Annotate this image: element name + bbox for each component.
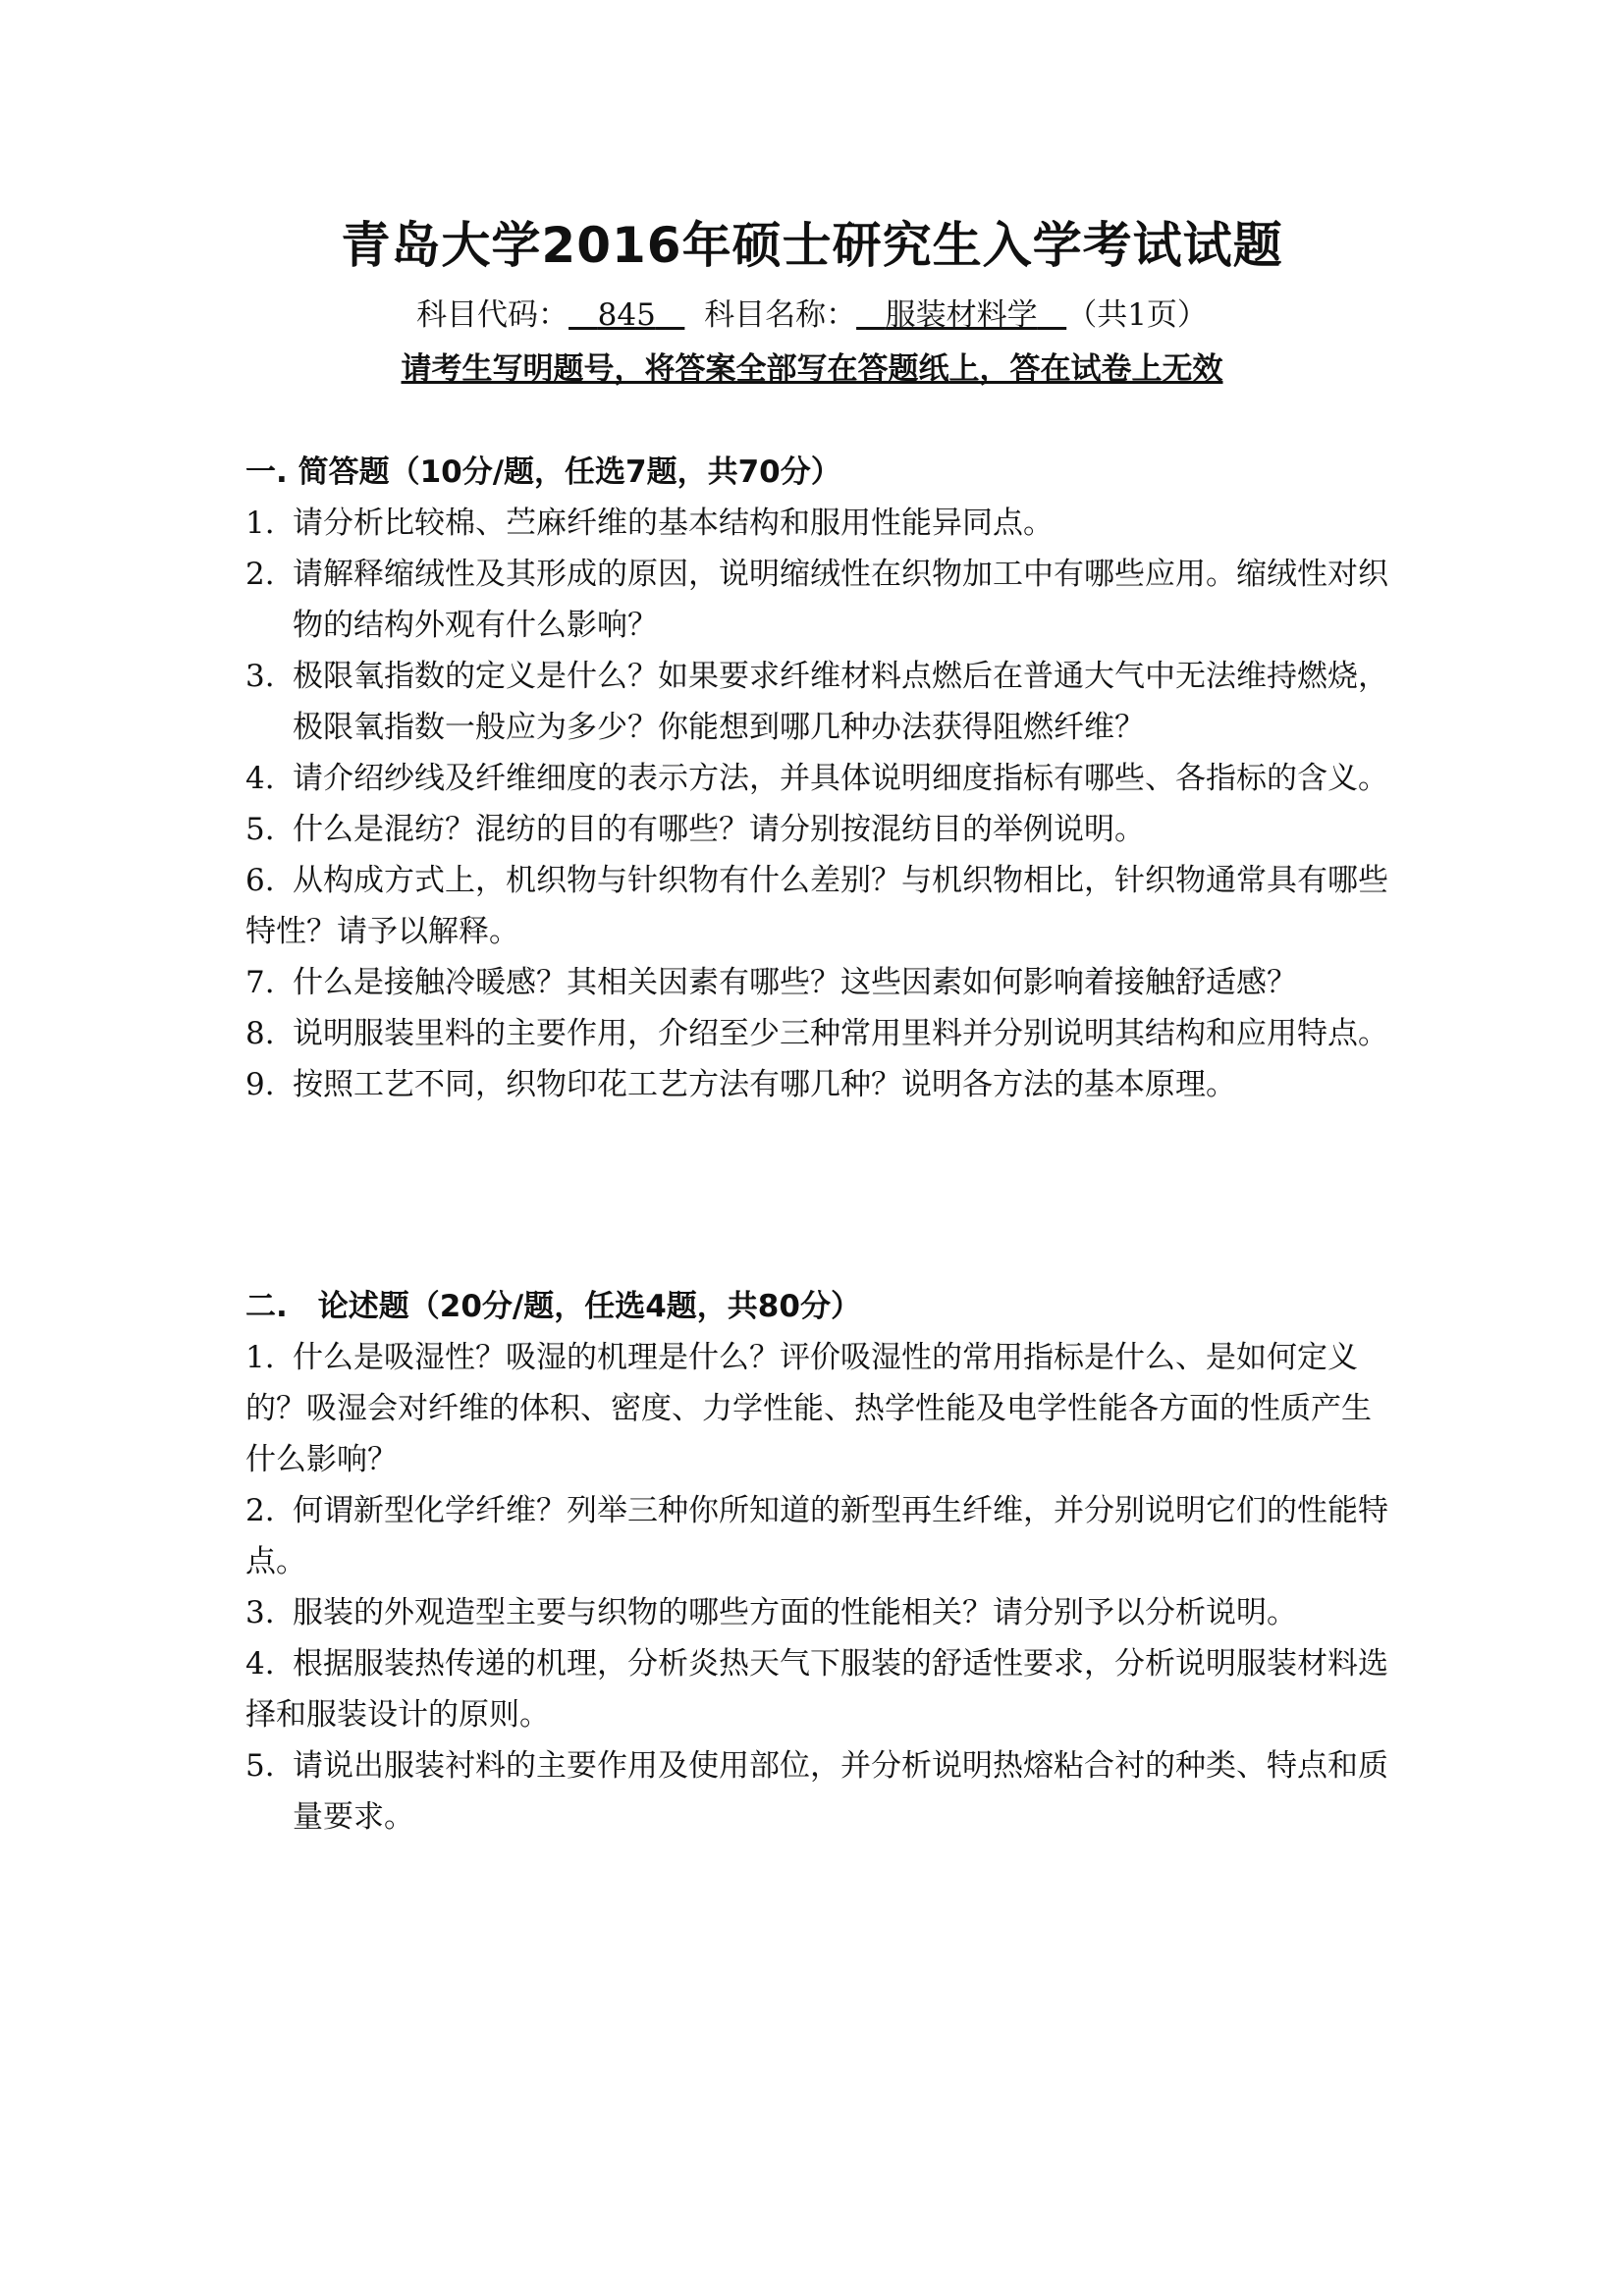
question-item: 2. 请解释缩绒性及其形成的原因，说明缩绒性在织物加工中有哪些应用。缩绒性对织物的结构外观有什么影响？ <box>245 557 1388 643</box>
question-item: 4. 请介绍纱线及纤维细度的表示方法，并具体说明细度指标有哪些、各指标的含义。 <box>245 761 1388 796</box>
question-item: 1. 请分析比较棉、苎麻纤维的基本结构和服用性能异同点。 <box>245 506 1054 541</box>
section-short-answer <box>245 447 1394 1110</box>
question-item: 8. 说明服装里料的主要作用，介绍至少三种常用里料并分别说明其结构和应用特点。 <box>245 1016 1388 1051</box>
question-item: 2. 何谓新型化学纤维？列举三种你所知道的新型再生纤维，并分别说明它们的性能特点。 <box>245 1493 1388 1579</box>
subject-info <box>0 290 1624 334</box>
section-heading: 二. 论述题（20分/题，任选4题，共80分） <box>245 1289 861 1324</box>
question-item: 9. 按照工艺不同，织物印花工艺方法有哪几种？说明各方法的基本原理。 <box>245 1067 1236 1102</box>
question-item: 1. 什么是吸湿性？吸湿的机理是什么？评价吸湿性的常用指标是什么、是如何定义的？吸湿会对纤维的体积、密度、力学性能、热学性能及电学性能各方面的性质产生什么影响？ <box>245 1340 1372 1477</box>
subject-name-value: 服装材料学 <box>885 297 1038 333</box>
page-count: （共1页） <box>1066 297 1208 333</box>
question-item: 3. 极限氧指数的定义是什么？如果要求纤维材料点燃后在普通大气中无法维持燃烧，极限氧指数一般应为多少？你能想到哪几种办法获得阻燃纤维？ <box>245 659 1388 745</box>
question-item: 3. 服装的外观造型主要与织物的哪些方面的性能相关？请分别予以分析说明。 <box>245 1595 1297 1630</box>
section-essay <box>245 1281 1394 1842</box>
question-item: 5. 请说出服装衬料的主要作用及使用部位，并分析说明热熔粘合衬的种类、特点和质量要求。 <box>245 1748 1388 1835</box>
exam-notice: 请考生写明题号，将答案全部写在答题纸上，答在试卷上无效 <box>401 351 1223 387</box>
question-item: 5. 什么是混纺？混纺的目的有哪些？请分别按混纺目的举例说明。 <box>245 812 1145 847</box>
section-heading: 一. 简答题（10分/题，任选7题，共70分） <box>245 454 841 490</box>
question-item: 4. 根据服装热传递的机理，分析炎热天气下服装的舒适性要求，分析说明服装材料选择和服装设计的原则。 <box>245 1646 1388 1733</box>
subject-code-value: 845 <box>597 297 656 333</box>
subject-name-label: 科目名称： <box>704 297 857 333</box>
question-item: 7. 什么是接触冷暖感？其相关因素有哪些？这些因素如何影响着接触舒适感？ <box>245 965 1297 1000</box>
page-title: 青岛大学2016年硕士研究生入学考试试题 <box>341 217 1283 274</box>
question-item: 6. 从构成方式上，机织物与针织物有什么差别？与机织物相比，针织物通常具有哪些特性？请予以解释。 <box>245 863 1388 949</box>
subject-code-label: 科目代码： <box>416 297 569 333</box>
